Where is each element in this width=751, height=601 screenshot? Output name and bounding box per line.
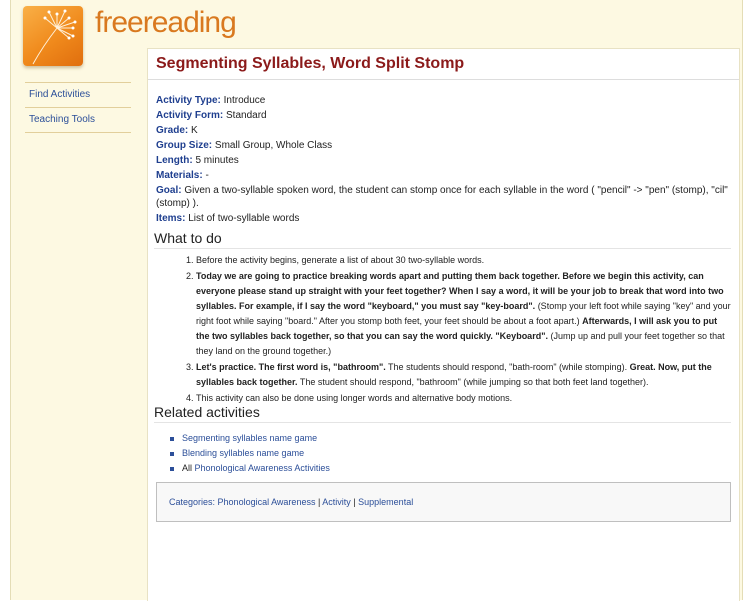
detail-label: Length: <box>156 155 193 166</box>
dandelion-logo-icon[interactable] <box>23 6 83 66</box>
heading-divider <box>154 422 731 423</box>
related-prefix: All <box>182 463 195 473</box>
detail-label: Goal: <box>156 185 182 196</box>
sidebar-item-find-activities[interactable]: Find Activities <box>29 89 91 100</box>
step-text: (Stomp your left foot while saying "key" and your right foot while saying "board." After you stomp both feet, your feet should be about a foot apart.) <box>196 301 731 326</box>
detail-value: - <box>205 170 209 181</box>
related-link-blending-name-game[interactable]: Blending syllables name game <box>182 448 305 458</box>
detail-label: Items: <box>156 213 186 224</box>
what-to-do-heading: What to do <box>154 230 222 246</box>
step-text: The students should respond, "bath-room" (while stomping). <box>385 362 630 372</box>
activity-content-panel <box>147 48 740 601</box>
category-separator: | <box>350 497 359 507</box>
detail-value: Standard <box>226 110 267 121</box>
detail-value: Small Group, Whole Class <box>214 140 333 151</box>
sidebar-item-teaching-tools[interactable]: Teaching Tools <box>29 114 95 125</box>
site-logo-wordmark[interactable] <box>95 6 236 40</box>
category-link-phonological-awareness[interactable]: Phonological Awareness <box>217 497 316 507</box>
category-link-supplemental[interactable]: Supplemental <box>358 497 414 507</box>
step-bold-text: Today we are going to practice breaking words apart and putting them back together. Before we begin this activity, can everyone please stand up straight with your feet together? When I say a word, it will be your job to break that word into two syllables. For example, if I say the word "keyboard," you must say "key-board". <box>196 271 724 311</box>
detail-group-size <box>156 138 731 153</box>
steps-list <box>174 253 732 407</box>
related-link-phonological-awareness[interactable]: Phonological Awareness Activities <box>194 463 330 473</box>
step-bold-text: Afterwards, I will ask you to put the two syllables back together, so that you can say the word quickly. "Keyboard". <box>196 316 718 341</box>
heading-divider <box>154 248 731 249</box>
step-item <box>196 269 732 359</box>
step-item <box>196 391 732 406</box>
list-item <box>182 446 330 461</box>
detail-value: Given a two-syllable spoken word, the student can stomp once for each syllable in the word ( "pencil" -> "pen" (stomp), "cil" (stomp) ). <box>156 185 728 209</box>
detail-goal <box>156 184 731 210</box>
sidebar-nav <box>25 82 131 133</box>
step-text: Before the activity begins, generate a list of about 30 two-syllable words. <box>196 255 485 265</box>
categories-box <box>156 482 731 522</box>
step-bold-text: Let's practice. The first word is, "bathroom". <box>196 362 386 372</box>
logo-reading-text: reading <box>142 6 236 39</box>
detail-materials <box>156 168 731 183</box>
detail-activity-form <box>156 108 731 123</box>
step-text: This activity can also be done using longer words and alternative body motions. <box>196 393 513 403</box>
title-divider <box>148 79 739 80</box>
step-text: (Jump up and pull your feet together so that they land on the ground together.) <box>196 331 725 356</box>
detail-items <box>156 211 731 226</box>
detail-activity-type <box>156 93 731 108</box>
list-item <box>182 431 330 446</box>
detail-grade <box>156 123 731 138</box>
logo-free-text: free <box>95 6 143 39</box>
related-link-segmenting-name-game[interactable]: Segmenting syllables name game <box>182 433 318 443</box>
step-text: The student should respond, "bathroom" (while jumping so that both feet land together). <box>297 377 649 387</box>
category-link-activity[interactable]: Activity <box>322 497 351 507</box>
step-bold-text: Great. Now, put the syllables back together. <box>196 362 712 387</box>
step-item <box>196 360 732 390</box>
related-activities-list <box>168 431 330 476</box>
detail-value: Introduce <box>223 95 266 106</box>
detail-label: Grade: <box>156 125 189 136</box>
detail-length <box>156 153 731 168</box>
category-separator: | <box>315 497 323 507</box>
categories-label: Categories: <box>169 497 216 507</box>
detail-value: 5 minutes <box>195 155 239 166</box>
activity-details <box>156 93 731 226</box>
detail-value: K <box>191 125 198 136</box>
detail-value: List of two-syllable words <box>188 213 300 224</box>
sidebar-divider <box>25 132 131 133</box>
detail-label: Group Size: <box>156 140 213 151</box>
detail-label: Activity Type: <box>156 95 221 106</box>
page-background <box>10 0 743 600</box>
step-item <box>196 253 732 268</box>
page-title: Segmenting Syllables, Word Split Stomp <box>156 55 465 72</box>
list-item <box>182 461 330 476</box>
detail-label: Materials: <box>156 170 203 181</box>
related-activities-heading: Related activities <box>154 404 260 420</box>
detail-label: Activity Form: <box>156 110 224 121</box>
